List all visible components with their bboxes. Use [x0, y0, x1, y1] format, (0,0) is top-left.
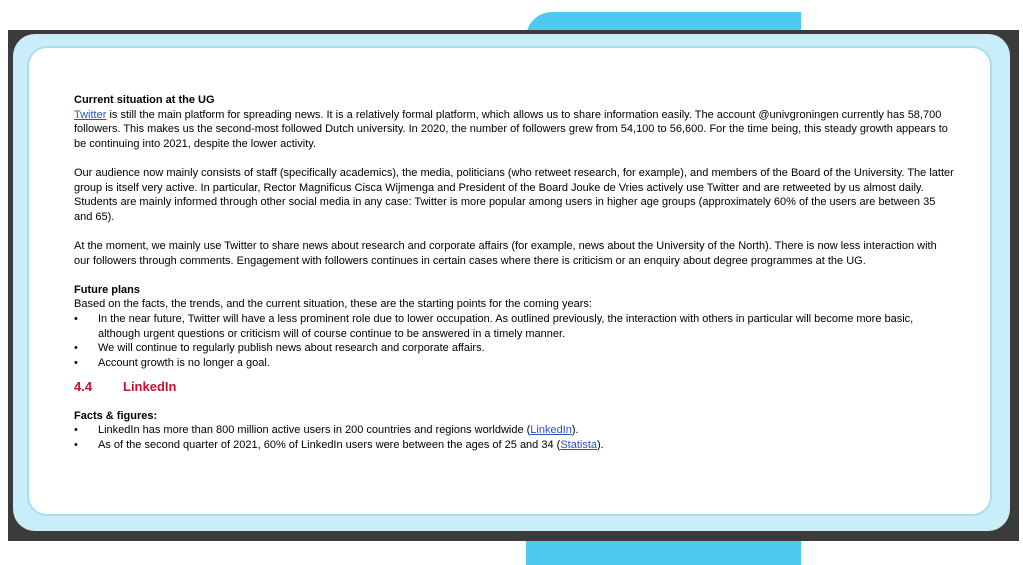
- future-plans-list: [74, 312, 954, 370]
- future-plans-intro: Based on the facts, the trends, and the current situation, these are the starting points for the coming years:: [74, 298, 592, 311]
- current-paragraph-1: [74, 108, 954, 152]
- bullet: •: [74, 312, 78, 325]
- bullet: •: [74, 356, 78, 369]
- document-content: [74, 93, 954, 453]
- bullet: •: [74, 424, 78, 437]
- list-item: • As of the second quarter of 2021, 60% of LinkedIn users were between the ages of 25 and 34 (Statista).: [74, 439, 604, 452]
- section-heading-linkedin: [74, 380, 954, 395]
- bullet: •: [74, 439, 78, 452]
- list-item: • LinkedIn has more than 800 million active users in 200 countries and regions worldwide (LinkedIn).: [74, 424, 579, 437]
- twitter-link[interactable]: Twitter: [74, 108, 107, 121]
- current-paragraph-2: Our audience now mainly consists of staff (specifically academics), the media, politicians (who retweet research, for example), and members of the Board of the University. The latter group is itself very active. In particular, Rector Magnificus Cisca Wijmenga and President of the Board Jouke de Vries actively use Twitter and are retweeted by us almost daily. Students are mainly informed through other social media in any case: Twitter is more popular among users in higher age groups (approximately 60% of the users are between 35 and 65).: [74, 166, 954, 223]
- facts-list: [74, 423, 954, 452]
- section-title: LinkedIn: [123, 379, 177, 395]
- section-number: 4.4: [74, 379, 93, 395]
- facts-heading: Facts & figures:: [74, 409, 158, 422]
- current-paragraph-1-text: is still the main platform for spreading news. It is a relatively formal platform, which allows us to share information easily. The account @univgroningen currently has 58,700 followers. This makes us the second-most followed Dutch university. In 2020, the number of followers grew from 54,100 to 56,600. For the time being, this steady growth appears to be continuing into 2021, despite the lower activity.: [74, 108, 948, 150]
- list-item: • We will continue to regularly publish news about research and corporate affairs.: [74, 342, 485, 355]
- current-situation-heading: Current situation at the UG: [74, 94, 215, 106]
- future-plans-heading: Future plans: [74, 283, 141, 296]
- linkedin-link[interactable]: LinkedIn: [530, 424, 572, 437]
- current-paragraph-3: At the moment, we mainly use Twitter to share news about research and corporate affairs (for example, news about the University of the North). There is now less interaction with our followers through comments. Engagement with followers continues in certain cases where there is criticism or an enquiry about degree programmes at the UG.: [74, 239, 937, 267]
- list-item: • In the near future, Twitter will have a less prominent role due to lower occupation. As outlined previously, the interaction with others in particular will become more basic, although urgent questions or criticism will of course continue to be answered in a timely manner.: [74, 312, 914, 340]
- list-item: • Account growth is no longer a goal.: [74, 356, 270, 369]
- bullet: •: [74, 342, 78, 355]
- statista-link[interactable]: Statista: [560, 439, 597, 452]
